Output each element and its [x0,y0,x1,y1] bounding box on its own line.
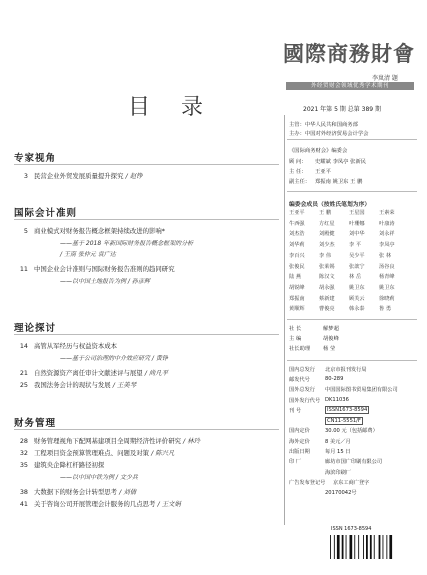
pub-row: 刊 号 ISSN1673-8594 [289,407,368,414]
board-member-row [289,230,409,237]
article-title: 财务管理视角下配网基建项目全周期经济性评价研究 [34,437,181,445]
divider [287,139,417,140]
journal-title-logo: 國際商務財會 [283,41,415,66]
pub-row: 国内定价 30.00 元（包括邮费） [289,428,378,435]
article-title: 自然资源资产离任审计文献述评与展望 [34,369,143,377]
board-member-name: 张莱锡 [319,263,335,270]
toc-entry[interactable] [14,368,282,377]
toc-title: 目 录 [128,95,215,120]
pub-row: 海外定价 8 美元／月 [289,438,351,445]
board-member-name: 鲁 勇 [379,306,392,313]
board-member-name: 刘殿健 [319,231,335,238]
article-subtitle: ——以中国土地报告为例 / 孙彦辉 [60,278,150,285]
board-member-name: 李凤亭 [379,242,395,249]
issn-barcode-label: ISSN 1673-8594 [331,526,372,532]
board-member-name: 方红星 [319,220,335,227]
board-member-name: 刘永祥 [379,231,395,238]
article-subtitle: ——基于 2018 年新国际财务报告概念框架的分析 [60,240,194,247]
board-member-name: 张 林 [379,252,392,259]
board-member-name: 姚卫东 [349,284,365,291]
board-member-name: 刘少杰 [319,242,335,249]
board-member-name: 姚卫东 [379,284,395,291]
pub-row: 广告发布登记号 京东工商广登字 [289,479,370,486]
section-rule [14,429,279,430]
board-member-name: 蔡新建 [319,295,335,302]
barcode-image [327,533,397,565]
board-member-row [289,273,409,280]
divider [287,319,417,320]
sponsor-host: 主办：中国对外经济贸易会计学会 [289,131,369,137]
page-number: 25 [19,381,28,389]
board-member-row [289,220,409,227]
slogan-bar: 外经贸财会领域优秀学术期刊 [286,82,414,90]
board-member-name: 胡锐峰 [289,284,305,291]
board-member-name: 叶珊娜 [349,220,365,227]
editorial-advisors: 顾 问： 史耀斌 李凤亭 张新民 [289,159,367,165]
article-title: 建筑央企降杠杆路径初探 [34,461,105,469]
section-rule [14,164,279,165]
article-author: / 陈兴凡 [151,449,175,457]
board-member-name: 李百兴 [289,252,305,259]
article-title: 商业模式对财务报告概念框架持续改进的影响* [34,227,166,235]
article-title: 工程项目资金预算管理难点、问题及对策 [34,449,150,457]
board-member-name: 王素荣 [379,210,395,216]
staff-president: 社 长 解梦超 [289,326,339,332]
board-member-name: 刘杰浩 [289,231,305,238]
article-title: 中国企业会计准则与国际财务报告准则的趋同研究 [34,265,175,273]
board-member-name: 黄顺辉 [289,306,305,313]
article-author: / 王美琴 [112,381,137,389]
board-member-row [289,263,409,270]
section-rule [14,219,279,220]
board-member-name: 韩永泰 [349,306,365,313]
board-member-row [289,295,409,302]
article-author: / 尚凡平 [144,369,169,377]
section-heading: 专家视角 [14,153,57,164]
page-number: 38 [19,488,28,496]
calligraphy-inscription: 李岚清 题 [372,75,398,82]
board-member-name: 曹俊亮 [319,306,335,313]
board-member-name: 王星国 [349,210,365,216]
board-member-name: 张歆宁 [349,263,365,270]
sponsor-supervisor: 主管：中华人民共和国商务部 [289,122,358,128]
article-subtitle: ——以中国中铁为例 / 文少兵 [60,474,138,481]
pub-row: 国内总发行 北京市报刊发行局 [289,366,367,373]
board-member-row [289,305,409,312]
board-member-name: 汤谷良 [379,263,395,270]
pub-row: 邮发代号 80-289 [289,376,344,383]
toc-entry[interactable] [14,171,282,180]
board-member-name: 徐晓莉 [379,295,395,302]
page-number: 5 [23,227,28,235]
column-divider [284,115,285,525]
toc-entry[interactable] [14,436,282,445]
board-member-name: 杨青峰 [379,274,395,281]
article-title: 民营企业外贸发展质量提升探究 [34,172,124,180]
divider [287,191,417,192]
article-author: / 林玲 [183,437,200,445]
board-member-name: 吴少平 [349,252,365,259]
board-member-name: 顾芙云 [349,295,365,302]
page-number: 28 [19,437,28,445]
board-member-name: 李 伟 [319,252,332,259]
toc-entry[interactable] [14,380,282,389]
staff-editor-in-chief: 主 编 胡俊峰 [289,336,339,342]
board-member-row [289,284,409,291]
board-member-name: 王 鹏 [319,210,332,216]
board-member-name: 郑振南 [289,295,305,302]
article-subtitle: / 王南 张仲元 袁广达 [60,251,116,258]
board-member-name: 叶康涛 [379,220,395,227]
pub-row: CN11-5551/F [327,417,361,424]
editorial-vice-directors: 副主任： 郑振南 姚卫东 王 鹏 [289,179,363,185]
divider [287,360,417,361]
article-title: 关于咨询公司开展管理会计服务的几点思考 [34,500,156,508]
editorial-director: 主 任： 王亚平 [289,169,331,175]
page-number: 14 [19,342,28,350]
board-member-name: 刘中华 [349,231,365,238]
toc-entry[interactable] [14,341,282,350]
issue-number: 2021 年第 5 期 总第 389 期 [303,106,381,113]
board-member-name: 陈汉文 [319,274,335,281]
page-number: 41 [19,500,28,508]
pub-row: 印 厂 廊坊市国广印刷有限公司 [289,459,383,466]
board-member-name: 林 岳 [349,274,362,281]
page-number: 11 [19,265,28,273]
article-author: / 刘倩 [119,488,137,496]
article-author: / 王文娟 [157,500,181,508]
pub-row: 20170042号 [325,490,357,497]
publication-info [289,364,398,498]
page-number: 21 [19,369,28,377]
pub-row: 国外总发行 中国国际图书贸易集团有限公司 [289,387,398,394]
page-number: 3 [23,172,28,180]
toc-entry[interactable] [14,487,282,496]
board-member-row [289,252,409,259]
pub-row: 海滨印刷厂 [325,469,351,476]
article-title: 大数据下的财务会计转型思考 [34,488,118,496]
article-author: / 赵铮 [125,172,143,180]
article-subtitle: ——基于公司治理的中介效应研究 / 黄铮 [60,355,168,362]
toc-entry[interactable] [14,226,282,235]
page-number: 35 [19,461,28,469]
editorial-header: 《国际商务财会》编委会 [289,148,348,154]
board-member-row [289,241,409,248]
article-title: 我国法务会计的现状与发展 [34,381,111,389]
board-member-name: 胡永强 [319,284,335,291]
board-member-row [289,209,409,216]
pub-row: 国外发行代号 DK11036 [289,397,349,404]
board-member-name: 李 平 [349,242,362,249]
section-heading: 财务管理 [14,418,57,429]
article-title: 高管从军经历与权益资本成本 [34,342,118,350]
toc-entry[interactable] [14,264,282,273]
board-member-name: 牛西强 [289,220,305,227]
pub-row: 出版日期 每月 15 日 [289,449,351,456]
board-member-name: 陆 燕 [289,274,302,281]
board-member-name: 张俊民 [289,263,305,270]
toc-entry[interactable] [14,460,282,469]
section-heading: 国际会计准则 [14,208,78,219]
section-heading: 理论探讨 [14,323,57,334]
page-number: 32 [19,449,28,457]
board-title: 编委会成员（按姓氏笔划为序） [289,202,371,208]
staff-assistant: 社长助理 杨 莹 [289,346,336,352]
board-member-name: 刘华莉 [289,242,305,249]
toc-entry[interactable] [14,499,282,508]
board-member-name: 王亚平 [289,210,305,216]
section-rule [14,334,279,335]
toc-entry[interactable] [14,448,282,457]
